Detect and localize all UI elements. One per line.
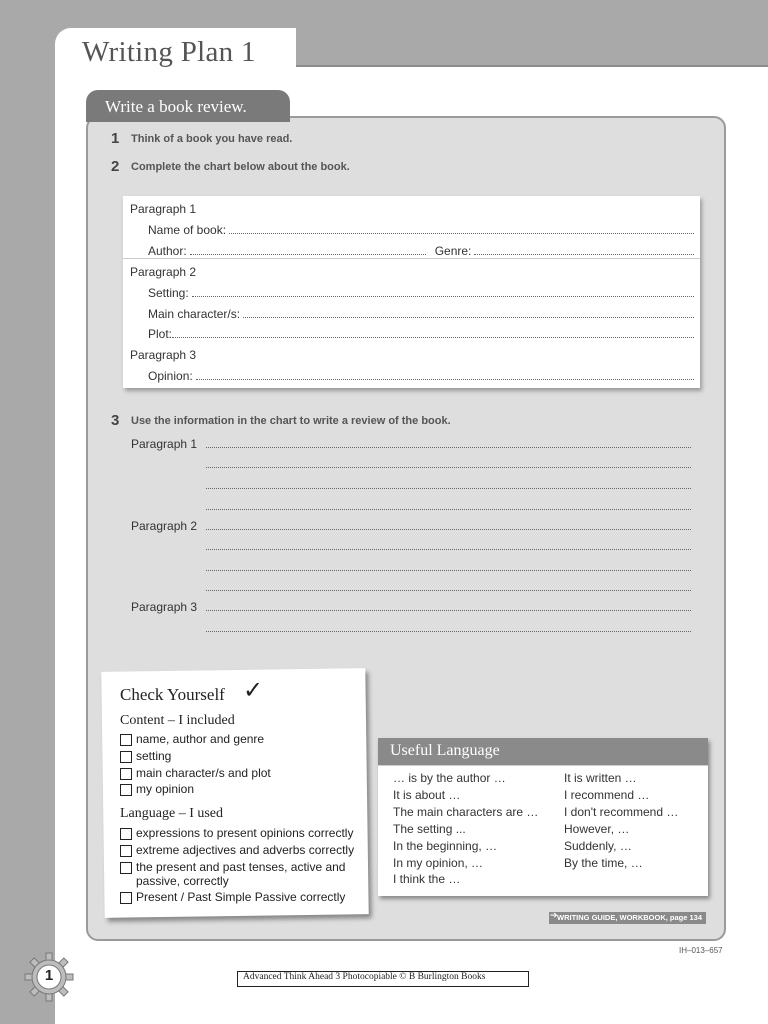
task-title: Write a book review. [105,97,247,116]
useful-phrase: The main characters are … [393,805,539,819]
chart-row-name[interactable] [123,217,700,238]
chart-row-plot[interactable] [123,321,700,342]
writing-line[interactable] [206,610,691,611]
name-of-book-line[interactable] [229,233,694,234]
checkbox[interactable] [120,862,132,874]
chart-row-p1 [123,196,700,217]
plot-label: Plot: [148,327,173,341]
writing-line[interactable] [206,529,691,530]
chart-row-p3 [123,342,700,363]
checkbox[interactable] [120,751,132,763]
checkbox[interactable] [120,845,132,857]
checkbox[interactable] [120,892,132,904]
checklist-item: main character/s and plot [136,766,271,780]
checkbox[interactable] [120,784,132,796]
writing-line[interactable] [206,549,691,550]
useful-phrase: I recommend … [564,788,650,802]
writing-line[interactable] [206,570,691,571]
writing-line[interactable] [206,509,691,510]
checklist-item: extreme adjectives and adverbs correctly [136,843,355,857]
checklist-item: my opinion [136,782,195,796]
arrow-right-icon: ➔ [550,911,558,921]
review-p3-label: Paragraph 3 [131,600,198,614]
checklist-item: the present and past tenses, active and passive, correctly [136,860,346,888]
useful-phrase: I think the … [393,872,461,886]
useful-phrase: I don't recommend … [564,805,679,819]
chart-row-setting[interactable] [123,280,700,301]
main-characters-label: Main character/s: [148,307,241,321]
genre-line[interactable] [474,254,694,255]
useful-phrase: … is by the author … [393,771,506,785]
page-title: Writing Plan 1 [82,36,256,68]
chart-row-p2 [123,259,700,280]
checkbox[interactable] [120,768,132,780]
review-p2-label: Paragraph 2 [131,519,198,533]
writing-line[interactable] [206,631,691,632]
genre-label: Genre: [434,244,472,258]
chart-p1-label: Paragraph 1 [130,202,197,216]
opinion-label: Opinion: [148,369,193,383]
writing-line[interactable] [206,590,691,591]
writing-line[interactable] [206,447,691,448]
check-yourself-title: Check Yourself [120,685,225,704]
useful-phrase: It is written … [564,771,637,785]
checkbox[interactable] [120,734,132,746]
checkbox[interactable] [120,828,132,840]
step-2-number: 2 [111,158,120,175]
step-3-number: 3 [111,412,120,429]
useful-phrase: By the time, … [564,856,643,870]
checklist-item: name, author and genre [136,732,265,746]
main-characters-line[interactable] [243,317,694,318]
useful-phrase: Suddenly, … [564,839,632,853]
name-of-book-label: Name of book: [148,223,227,237]
step-1-number: 1 [111,130,120,147]
header-bar [296,0,768,65]
setting-line[interactable] [192,296,694,297]
useful-phrase: However, … [564,822,630,836]
content-heading: Content – I included [120,713,235,728]
chart-row-main[interactable] [123,301,700,322]
writing-line[interactable] [206,488,691,489]
chart-p2-label: Paragraph 2 [130,265,197,279]
review-p1-label: Paragraph 1 [131,437,198,451]
opinion-line[interactable] [196,379,694,380]
writing-guide-text: WRITING GUIDE, WORKBOOK, page 134 [557,913,703,922]
author-line[interactable] [190,254,426,255]
copyright-text: Advanced Think Ahead 3 Photocopiable © B Burlington Books [243,972,486,982]
checklist-item: setting [136,749,172,763]
page-number: 1 [44,967,54,984]
checklist-item: Present / Past Simple Passive correctly [136,890,346,904]
useful-phrase: It is about … [393,788,461,802]
setting-label: Setting: [148,286,189,300]
author-label: Author: [148,244,187,258]
useful-phrase: In my opinion, … [393,856,484,870]
step-2-text: Complete the chart below about the book. [131,161,350,173]
useful-language-title: Useful Language [390,742,500,759]
checkmark-icon: ✓ [243,676,264,704]
chart-p3-label: Paragraph 3 [130,348,197,362]
page-code: IH–013–657 [679,946,723,955]
chart-row-opinion[interactable] [123,363,700,384]
step-3-text: Use the information in the chart to write a review of the book. [131,415,451,427]
chart-row-author[interactable] [123,238,700,259]
useful-phrase: In the beginning, … [393,839,498,853]
useful-phrase: The setting ... [393,822,466,836]
book-chart [123,196,700,388]
header-bar-edge [296,65,768,67]
writing-line[interactable] [206,467,691,468]
checklist-item: expressions to present opinions correctly [136,826,354,840]
language-heading: Language – I used [120,806,224,821]
plot-line[interactable] [172,337,694,338]
step-1-text: Think of a book you have read. [131,133,293,145]
